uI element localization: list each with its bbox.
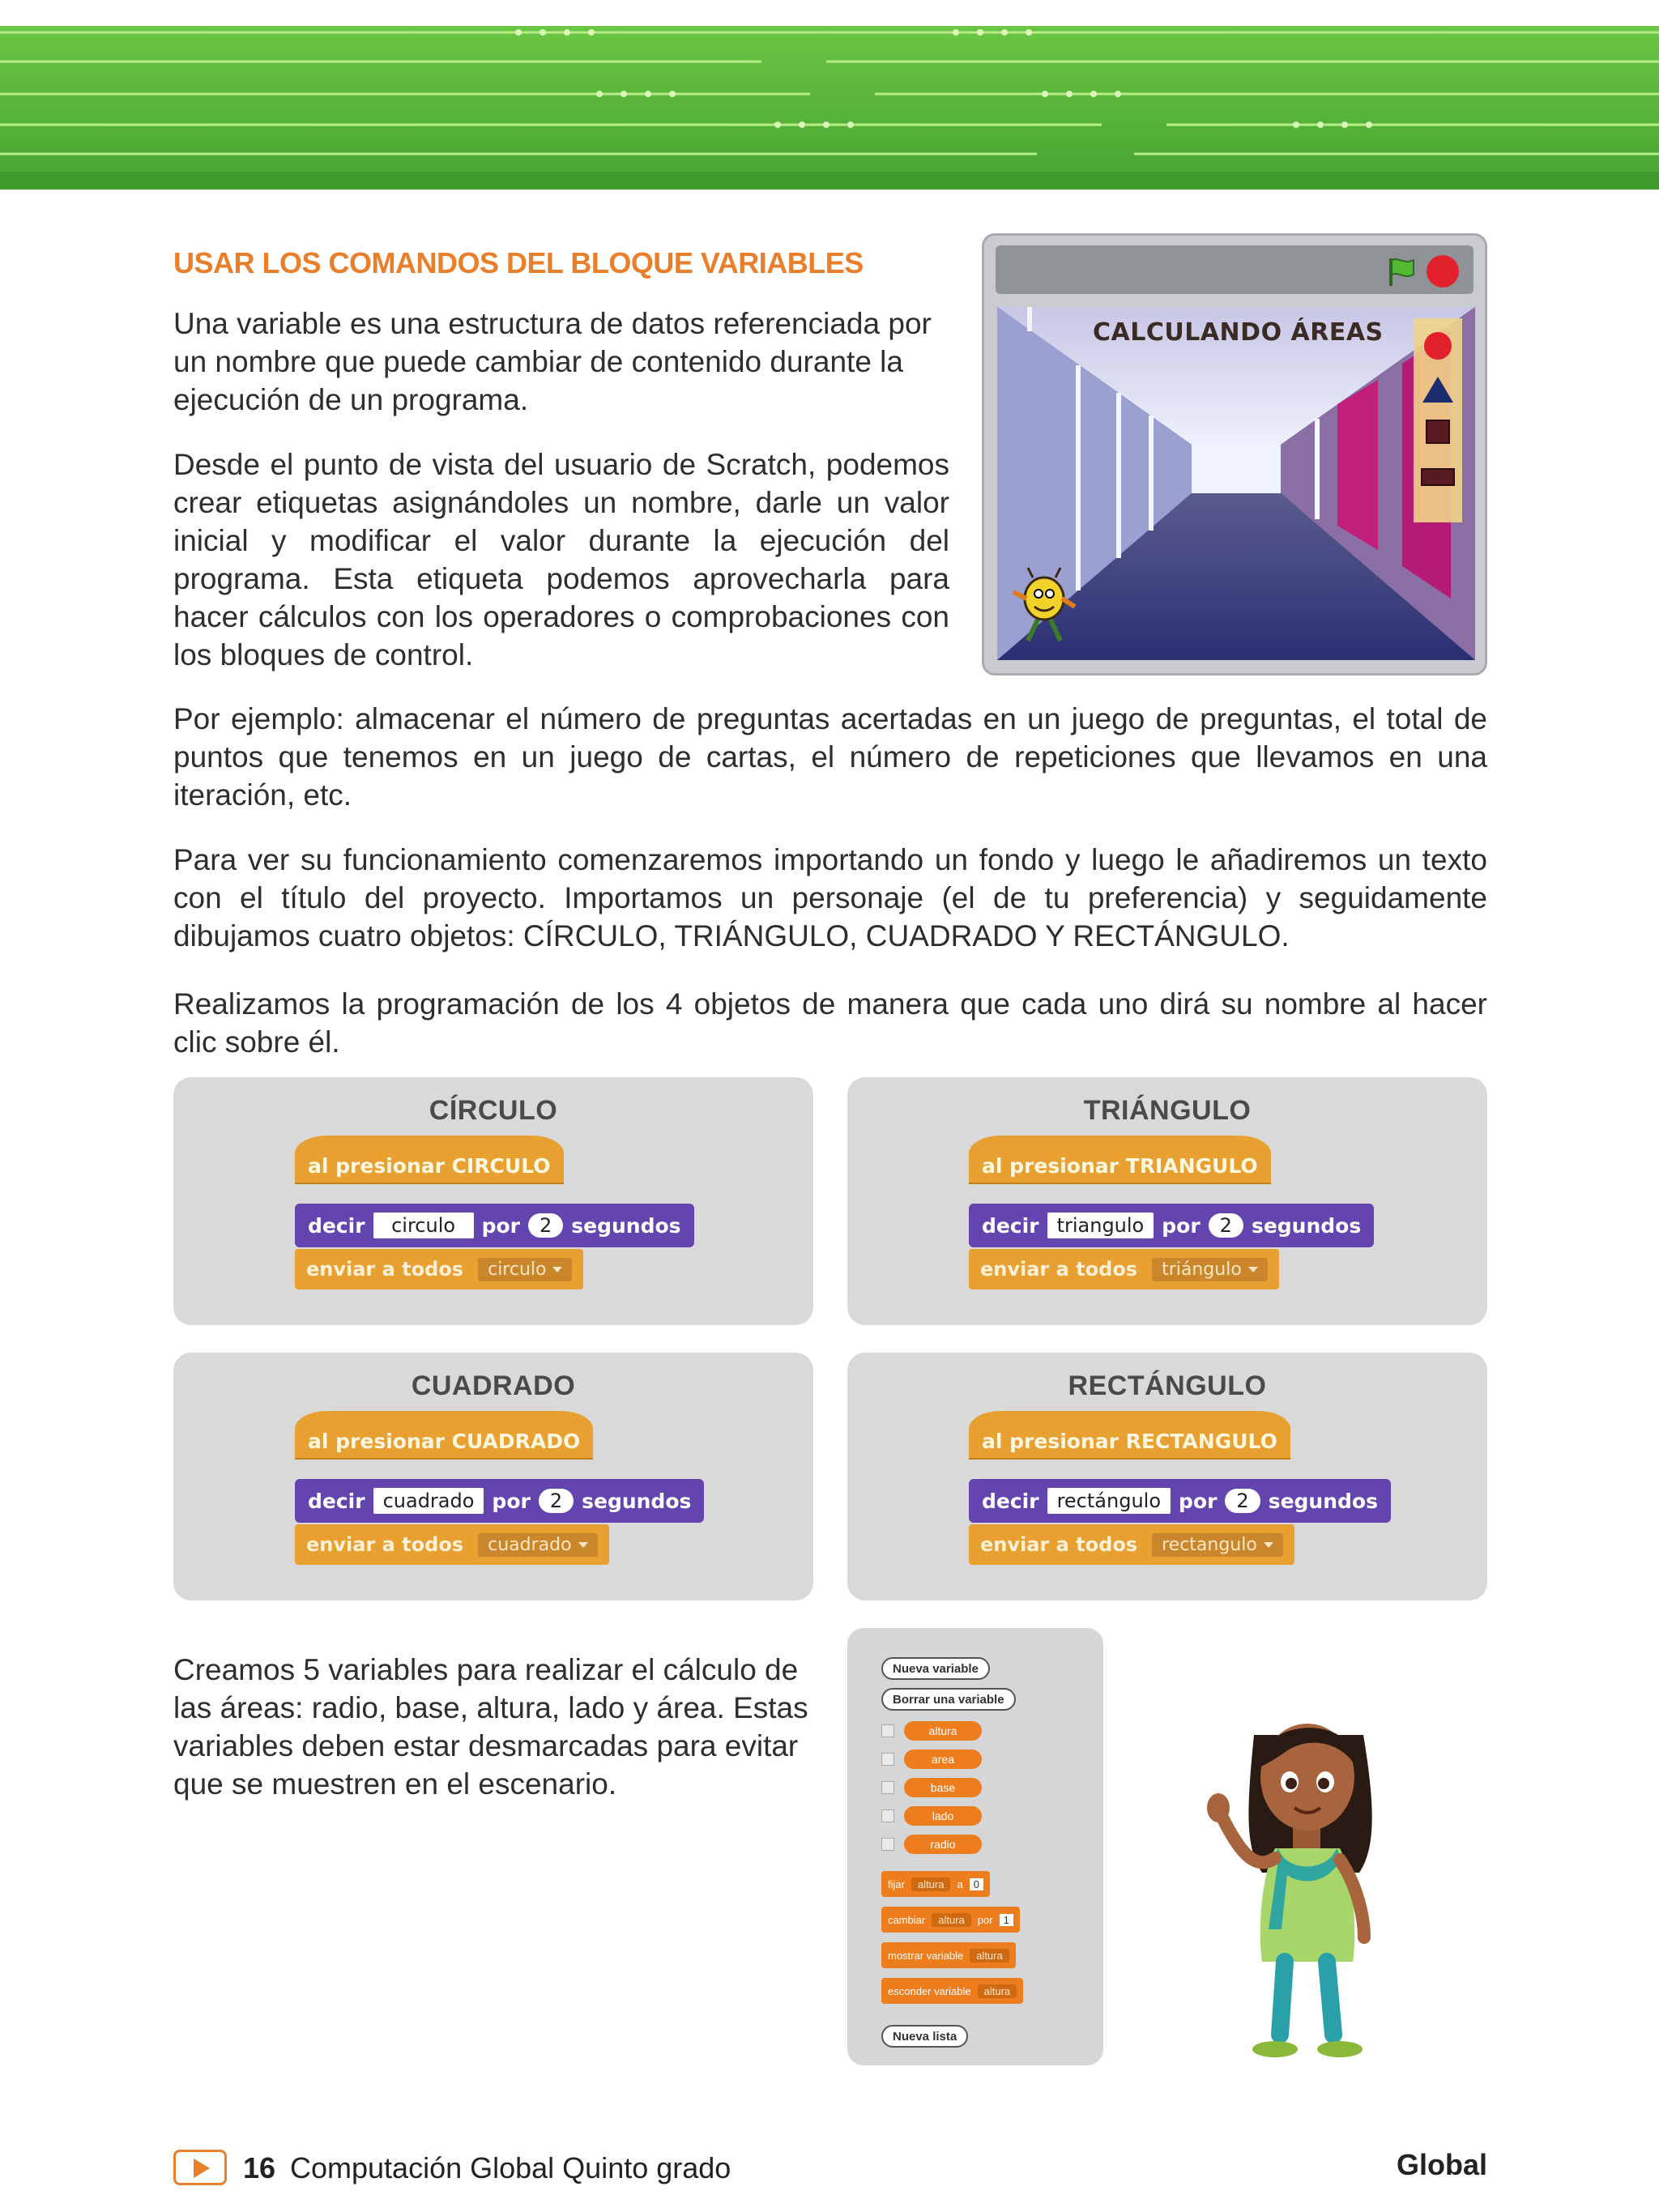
circle-shape [1424,332,1452,360]
set-value-field[interactable]: 0 [970,1878,983,1890]
show-variable-dropdown[interactable]: altura [970,1949,1009,1963]
broadcast-dropdown: rectangulo [1152,1533,1283,1557]
say-word: decir [982,1489,1039,1513]
hide-variable-block[interactable] [881,1978,1023,2004]
variable-checkbox[interactable] [881,1753,894,1766]
say-text-field: triangulo [1047,1213,1154,1238]
card-title: RECTÁNGULO [1068,1370,1267,1401]
variable-reporter[interactable]: base [904,1778,982,1797]
card-title: CÍRCULO [429,1095,558,1126]
broadcast-dropdown: cuadrado [478,1533,597,1557]
play-icon [173,2150,227,2185]
stage-title-label: CALCULANDO ÁREAS [1093,318,1384,347]
hide-variable-dropdown[interactable]: altura [978,1984,1017,1998]
broadcast-block [295,1524,609,1565]
for-word: por [1179,1489,1218,1513]
say-word: decir [982,1213,1039,1238]
delete-variable-button[interactable]: Borrar una variable [881,1688,1016,1711]
corridor-backdrop [997,307,1475,660]
seconds-word: segundos [1251,1213,1362,1238]
when-clicked-block: al presionar CIRCULO [295,1136,564,1184]
change-by-word: por [977,1913,993,1926]
say-text-field: circulo [373,1213,474,1238]
when-clicked-block: al presionar CUADRADO [295,1411,593,1460]
paragraph-create-variables: Creamos 5 variables para realizar el cálculo de las áreas: radio, base, altura, lado y área. Estas variables deben estar desmarcadas para evitar que se muestren en el escenario. [173,1653,808,1801]
seconds-word: segundos [571,1213,681,1238]
broadcast-word: enviar a todos [980,1258,1138,1281]
publisher-brand: Global [1396,2148,1487,2181]
say-text-field: rectángulo [1047,1488,1171,1514]
circuit-banner-graphic [0,26,1659,190]
girl-illustration [1197,1686,1416,2067]
say-word: decir [308,1489,365,1513]
header-banner [0,26,1659,190]
for-word: por [481,1213,520,1238]
variable-row [881,1777,982,1798]
rectangle-shape [1422,469,1454,485]
say-block [969,1479,1391,1523]
variable-row [881,1749,982,1770]
when-clicked-block: al presionar RECTANGULO [969,1411,1290,1460]
say-block [969,1204,1374,1247]
broadcast-block [969,1524,1294,1565]
code-card-triangle [847,1077,1487,1325]
book-title: Computación Global Quinto grado [290,2151,731,2184]
variable-reporter[interactable]: area [904,1750,982,1769]
show-variable-block[interactable] [881,1942,1016,1968]
set-variable-block[interactable] [881,1871,990,1897]
say-text-field: cuadrado [373,1488,484,1514]
new-variable-button[interactable]: Nueva variable [881,1657,990,1680]
seconds-field: 2 [1209,1213,1243,1238]
show-word: mostrar variable [888,1949,964,1962]
hide-word: esconder variable [888,1984,971,1997]
set-to-word: a [957,1877,963,1890]
broadcast-dropdown: triángulo [1152,1258,1268,1281]
broadcast-word: enviar a todos [306,1533,464,1556]
new-list-button[interactable]: Nueva lista [881,2025,968,2048]
say-block [295,1479,704,1523]
seconds-field: 2 [1225,1489,1260,1513]
green-flag-icon[interactable] [1384,255,1417,288]
paragraph-examples: Por ejemplo: almacenar el número de preguntas acertadas en un juego de preguntas, el total de puntos que tenemos en un juego de cartas, el número de repeticiones que llevamos en una iteración, etc. [173,702,1487,812]
stage-toolbar [996,245,1473,294]
variable-checkbox[interactable] [881,1781,894,1794]
change-variable-block[interactable] [881,1907,1020,1933]
square-shape [1427,420,1449,443]
scratch-stage-window [982,233,1487,676]
broadcast-word: enviar a todos [980,1533,1138,1556]
code-card-square [173,1353,813,1600]
change-variable-dropdown[interactable]: altura [932,1913,971,1927]
set-word: fijar [888,1877,905,1890]
paragraph-variable-definition: Una variable es una estructura de datos referenciada por un nombre que puede cambiar de contenido durante la ejecución de un programa. [173,307,932,416]
variable-reporter[interactable]: lado [904,1806,982,1826]
for-word: por [1162,1213,1201,1238]
when-clicked-block: al presionar TRIANGULO [969,1136,1271,1184]
stop-sign-icon[interactable] [1427,255,1459,288]
seconds-field: 2 [539,1489,574,1513]
variable-row [881,1834,982,1855]
section-title: USAR LOS COMANDOS DEL BLOQUE VARIABLES [173,246,864,279]
code-card-circle [173,1077,813,1325]
variables-palette [847,1628,1103,2065]
page-number: 16 [243,2151,276,2184]
stage-screen [997,307,1475,660]
seconds-word: segundos [1268,1489,1378,1513]
seconds-word: segundos [582,1489,692,1513]
change-value-field[interactable]: 1 [1000,1914,1013,1926]
variable-reporter[interactable]: radio [904,1835,982,1854]
variable-checkbox[interactable] [881,1809,894,1822]
set-variable-dropdown[interactable]: altura [911,1877,951,1891]
variable-checkbox[interactable] [881,1724,894,1737]
change-word: cambiar [888,1913,926,1926]
paragraph-setup: Para ver su funcionamiento comenzaremos importando un fondo y luego le añadiremos un texto con el título del proyecto. Importamos un personaje (el de tu preferencia) y seguidamente dibujamos cuatro objetos: CÍRCULO, TRIÁNGULO, CUADRADO Y RECTÁNGULO. [173,843,1487,953]
code-card-rectangle [847,1353,1487,1600]
variable-reporter[interactable]: altura [904,1721,982,1741]
paragraph-scratch-view: Desde el punto de vista del usuario de Scratch, podemos crear etiquetas asignándoles un nombre, darle un valor inicial y modificar el valor durante la ejecución del programa. Esta etiqueta podemos aprovecharla para hacer cálculos con los operadores o comprobaciones con los bloques de control. [173,448,949,671]
broadcast-block [969,1249,1279,1289]
card-title: TRIÁNGULO [1083,1095,1252,1126]
variable-checkbox[interactable] [881,1838,894,1851]
variable-row [881,1805,982,1826]
variable-row [881,1720,982,1741]
seconds-field: 2 [528,1213,563,1238]
broadcast-word: enviar a todos [306,1258,464,1281]
card-title: CUADRADO [411,1370,576,1401]
for-word: por [492,1489,531,1513]
say-block [295,1204,694,1247]
say-word: decir [308,1213,365,1238]
broadcast-dropdown: circulo [478,1258,572,1281]
broadcast-block [295,1249,583,1289]
paragraph-programming: Realizamos la programación de los 4 objetos de manera que cada uno dirá su nombre al hacer clic sobre él. [173,987,1487,1059]
